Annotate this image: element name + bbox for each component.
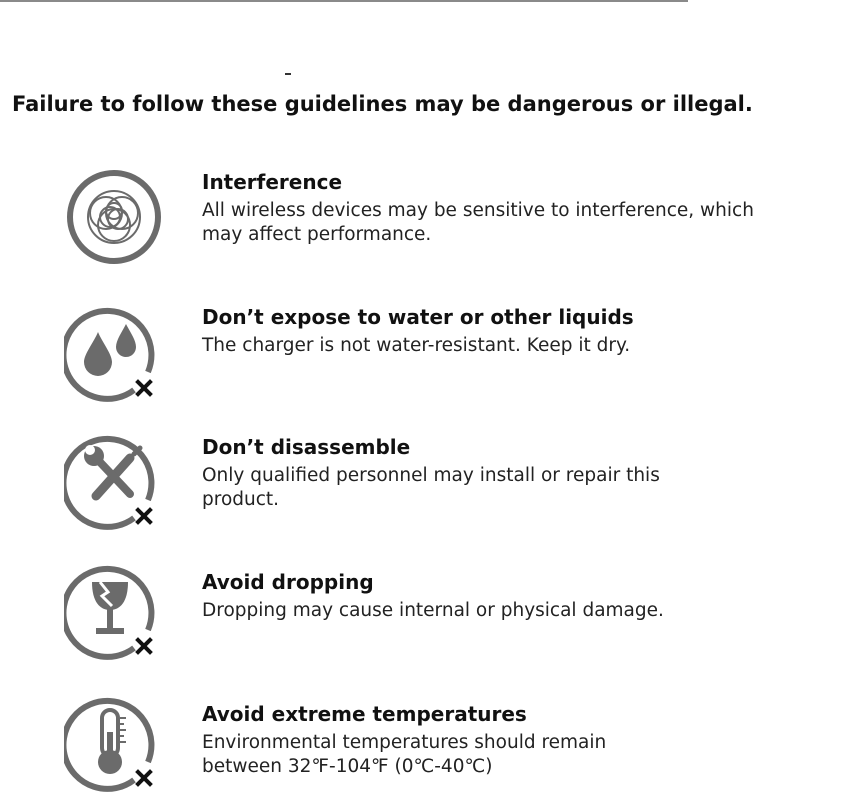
broken-glass-icon [64, 560, 164, 660]
dash-mark [285, 73, 291, 75]
warning-heading: Failure to follow these guidelines may be dangerous or illegal. [12, 92, 753, 116]
guideline-title: Don’t disassemble [202, 435, 411, 459]
guideline-description: Environmental temperatures should remain between 32℉-104℉ (0℃-40℃) [202, 732, 607, 777]
guideline-title: Avoid extreme temperatures [202, 702, 527, 726]
thermometer-icon [64, 692, 164, 792]
guideline-description: The charger is not water-resistant. Keep it dry. [202, 335, 631, 356]
guideline-title: Avoid dropping [202, 570, 374, 594]
top-divider [0, 0, 688, 2]
guideline-title: Don’t expose to water or other liquids [202, 305, 634, 329]
tools-icon [64, 430, 164, 530]
interference-icon [64, 167, 164, 267]
guideline-description: All wireless devices may be sensitive to interference, which may affect performance. [202, 200, 754, 245]
guideline-title: Interference [202, 170, 343, 194]
water-drops-icon [64, 302, 164, 402]
guideline-description: Dropping may cause internal or physical damage. [202, 600, 664, 621]
guideline-description: Only qualified personnel may install or repair this product. [202, 465, 660, 510]
